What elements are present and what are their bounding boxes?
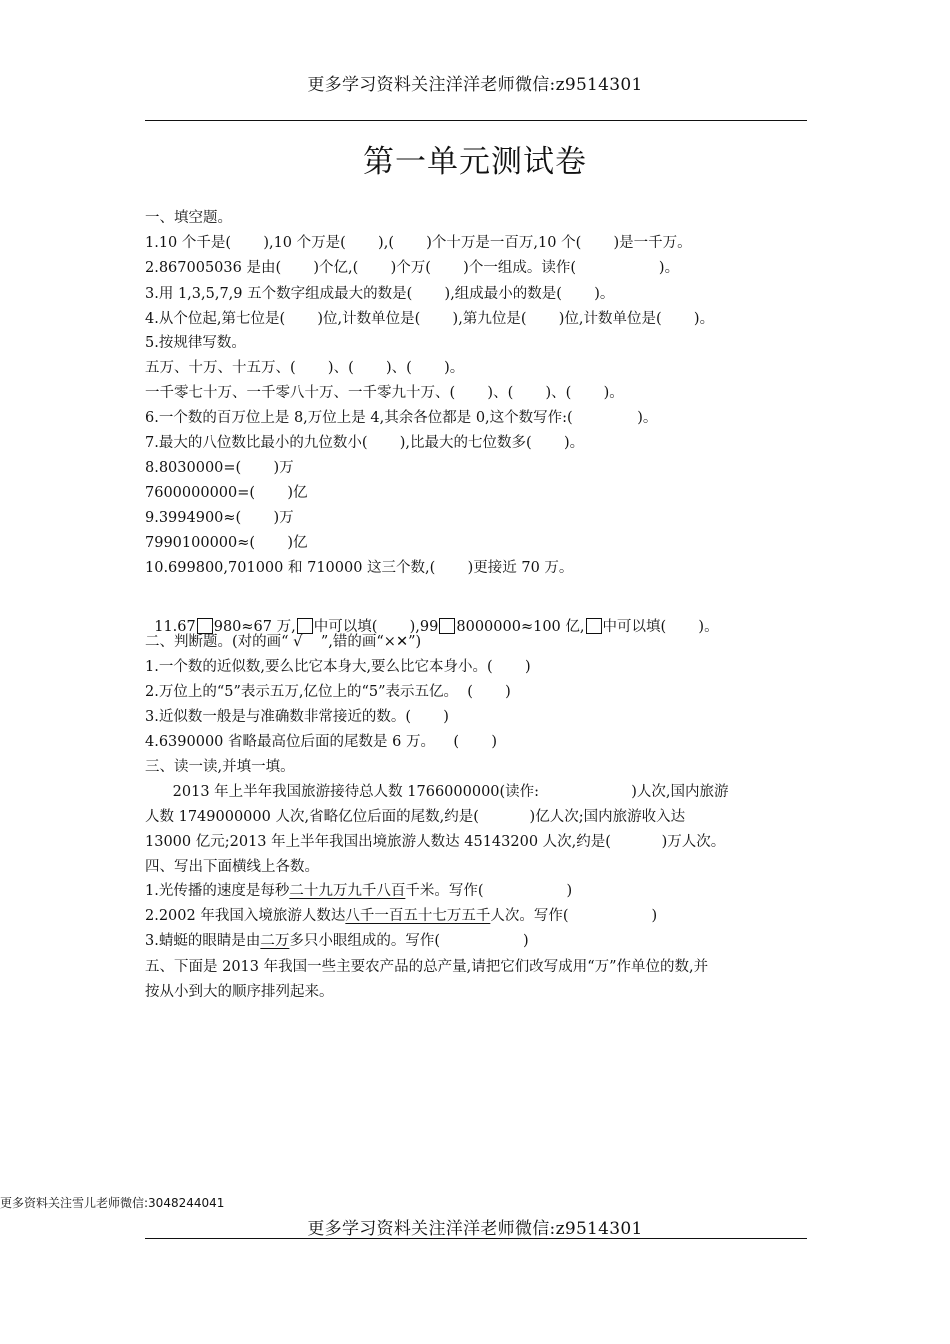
write-2-pre: 2.2002 年我国入境旅游人数达: [145, 908, 346, 924]
question-8a: 8.8030000=( )万: [145, 460, 294, 476]
section-1-heading: 一、填空题。: [145, 210, 232, 226]
question-10: 10.699800,701000 和 710000 这三个数,( )更接近 70 万。: [145, 560, 574, 576]
footer-rule: [145, 1238, 807, 1239]
section-5-line-1: 五、下面是 2013 年我国一些主要农产品的总产量,请把它们改写成用“万”作单位的数,并: [145, 959, 709, 975]
q11-part-1: 11.67: [154, 619, 196, 635]
question-8b: 7600000000=( )亿: [145, 485, 308, 501]
q11-part-4: 8000000≈100 亿,: [456, 619, 585, 635]
judge-4: 4.6390000 省略最高位后面的尾数是 6 万。 ( ): [145, 734, 497, 750]
section-5-line-2: 按从小到大的顺序排列起来。: [145, 984, 334, 1000]
write-1-post: 千米。写作( ): [405, 883, 573, 899]
question-9b: 7990100000≈( )亿: [145, 535, 308, 551]
blank-box-icon: [586, 618, 602, 634]
question-1: 1.10 个千是( ),10 个万是( ),( )个十万是一百万,10 个( )是一千万。: [145, 235, 692, 251]
question-4: 4.从个位起,第七位是( )位,计数单位是( ),第九位是( )位,计数单位是( )。: [145, 311, 715, 327]
question-5-seq-a: 五万、十万、十五万、( )、( )、( )。: [145, 360, 465, 376]
write-3-pre: 3.蜻蜓的眼睛是由: [145, 933, 261, 949]
write-2: [145, 906, 657, 926]
question-6: 6.一个数的百万位上是 8,万位上是 4,其余各位都是 0,这个数写作:( )。: [145, 410, 658, 426]
reading-line-2: 人数 1749000000 人次,省略亿位后面的尾数,约是( )亿人次;国内旅游收入达: [145, 809, 686, 825]
section-4-heading: 四、写出下面横线上各数。: [145, 859, 319, 875]
q11-part-3: 中可以填( ),99: [313, 619, 439, 635]
watermark-text: 更多资料关注雪儿老师微信:3048244041: [0, 1196, 225, 1210]
header-rule: [145, 120, 807, 121]
question-11: [145, 597, 719, 637]
write-2-post: 人次。写作( ): [490, 908, 658, 924]
judge-2: 2.万位上的“5”表示五万,亿位上的“5”表示五亿。 ( ): [145, 684, 511, 700]
write-1-pre: 1.光传播的速度是每秒: [145, 883, 290, 899]
reading-line-1: 2013 年上半年我国旅游接待总人数 1766000000(读作: )人次,国内旅游: [145, 784, 729, 800]
section-3-heading: 三、读一读,并填一填。: [145, 759, 295, 775]
section-2-heading: 二、判断题。(对的画“ √ ”,错的画“×✕”): [145, 634, 422, 650]
write-3-underlined: 二万: [260, 933, 290, 949]
write-3-post: 多只小眼组成的。写作( ): [289, 933, 529, 949]
q11-part-2: 980≈67 万,: [213, 619, 296, 635]
question-7: 7.最大的八位数比最小的九位数小( ),比最大的七位数多( )。: [145, 435, 585, 451]
page-title: 第一单元测试卷: [363, 144, 587, 180]
write-3: [145, 931, 529, 951]
blank-box-icon: [439, 618, 455, 634]
question-9a: 9.3994900≈( )万: [145, 510, 294, 526]
write-1-underlined: 二十九万九千八百: [289, 883, 406, 899]
q11-part-5: 中可以填( )。: [602, 619, 719, 635]
question-5: 5.按规律写数。: [145, 335, 246, 351]
judge-1: 1.一个数的近似数,要么比它本身大,要么比它本身小。( ): [145, 659, 531, 675]
judge-3: 3.近似数一般是与准确数非常接近的数。( ): [145, 709, 449, 725]
write-1: [145, 881, 572, 901]
question-2: 2.867005036 是由( )个亿,( )个万( )个一组成。读作( )。: [145, 260, 680, 276]
page-footer: 更多学习资料关注洋洋老师微信:z9514301: [307, 1219, 643, 1239]
page-header: 更多学习资料关注洋洋老师微信:z9514301: [307, 75, 643, 95]
write-2-underlined: 八千一百五十七万五千: [345, 908, 491, 924]
question-5-seq-b: 一千零七十万、一千零八十万、一千零九十万、( )、( )、( )。: [145, 385, 624, 401]
reading-line-3: 13000 亿元;2013 年上半年我国出境旅游人数达 45143200 人次,约是( )万人次。: [145, 834, 726, 850]
question-3: 3.用 1,3,5,7,9 五个数字组成最大的数是( ),组成最小的数是( )。: [145, 286, 615, 302]
